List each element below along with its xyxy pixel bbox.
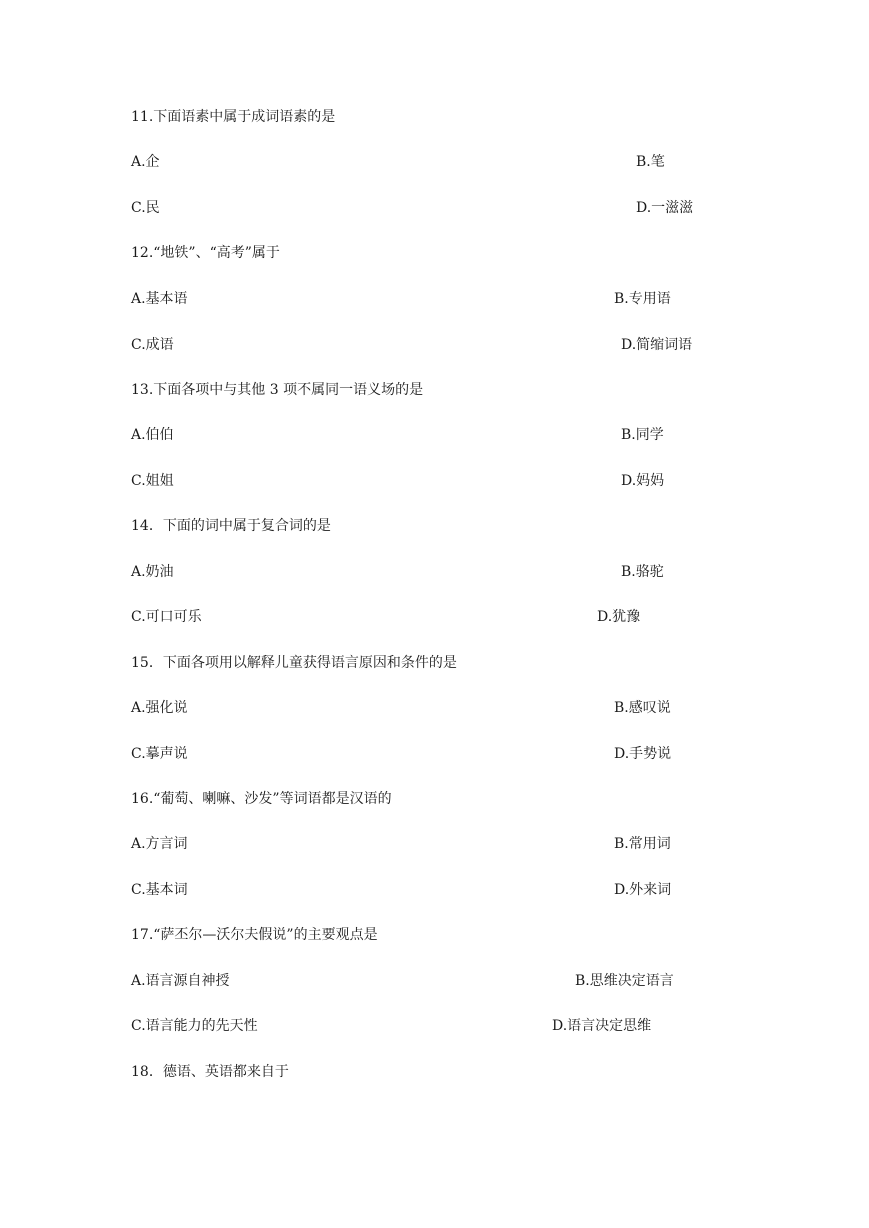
question-12-option-c: C.成语	[131, 337, 174, 353]
question-11-option-c: C.民	[131, 200, 160, 216]
question-13-option-d: D.妈妈	[621, 473, 665, 489]
question-13-option-a: A.伯伯	[131, 427, 174, 443]
question-15-option-b: B.感叹说	[614, 700, 671, 716]
question-17-option-d: D.语言决定思维	[552, 1018, 652, 1034]
question-12-option-d: D.简缩词语	[621, 337, 693, 353]
question-16-option-c: C.基本词	[131, 882, 188, 898]
question-13-stem: 13.下面各项中与其他 3 项不属同一语义场的是	[131, 382, 424, 398]
question-14-option-a: A.奶油	[131, 564, 174, 580]
question-15-option-c: C.摹声说	[131, 746, 188, 762]
question-16-option-d: D.外来词	[614, 882, 672, 898]
question-17-option-b: B.思维决定语言	[575, 973, 674, 989]
question-16-option-b: B.常用词	[614, 836, 671, 852]
question-17-stem: 17.“萨丕尔—沃尔夫假说”的主要观点是	[131, 927, 378, 943]
question-13-option-c: C.姐姐	[131, 473, 174, 489]
question-11-stem: 11.下面语素中属于成词语素的是	[131, 109, 336, 125]
question-11-option-a: A.企	[131, 154, 160, 170]
question-11-option-d: D.一滋滋	[636, 200, 694, 216]
question-13-option-b: B.同学	[621, 427, 664, 443]
question-12-option-a: A.基本语	[131, 291, 188, 307]
question-11-option-b: B.笔	[636, 154, 665, 170]
question-15-option-d: D.手势说	[614, 746, 672, 762]
question-18-stem: 18．德语、英语都来自于	[131, 1064, 289, 1080]
question-17-option-a: A.语言源自神授	[131, 973, 230, 989]
question-14-option-b: B.骆驼	[621, 564, 664, 580]
question-17-option-c: C.语言能力的先天性	[131, 1018, 258, 1034]
question-15-stem: 15．下面各项用以解释儿童获得语言原因和条件的是	[131, 655, 457, 671]
question-14-option-d: D.犹豫	[597, 609, 641, 625]
question-12-option-b: B.专用语	[614, 291, 671, 307]
question-14-stem: 14．下面的词中属于复合词的是	[131, 518, 331, 534]
question-14-option-c: C.可口可乐	[131, 609, 202, 625]
question-12-stem: 12.“地铁”、“高考”属于	[131, 245, 280, 261]
question-16-option-a: A.方言词	[131, 836, 188, 852]
question-16-stem: 16.“葡萄、喇嘛、沙发”等词语都是汉语的	[131, 791, 392, 807]
question-15-option-a: A.强化说	[131, 700, 188, 716]
